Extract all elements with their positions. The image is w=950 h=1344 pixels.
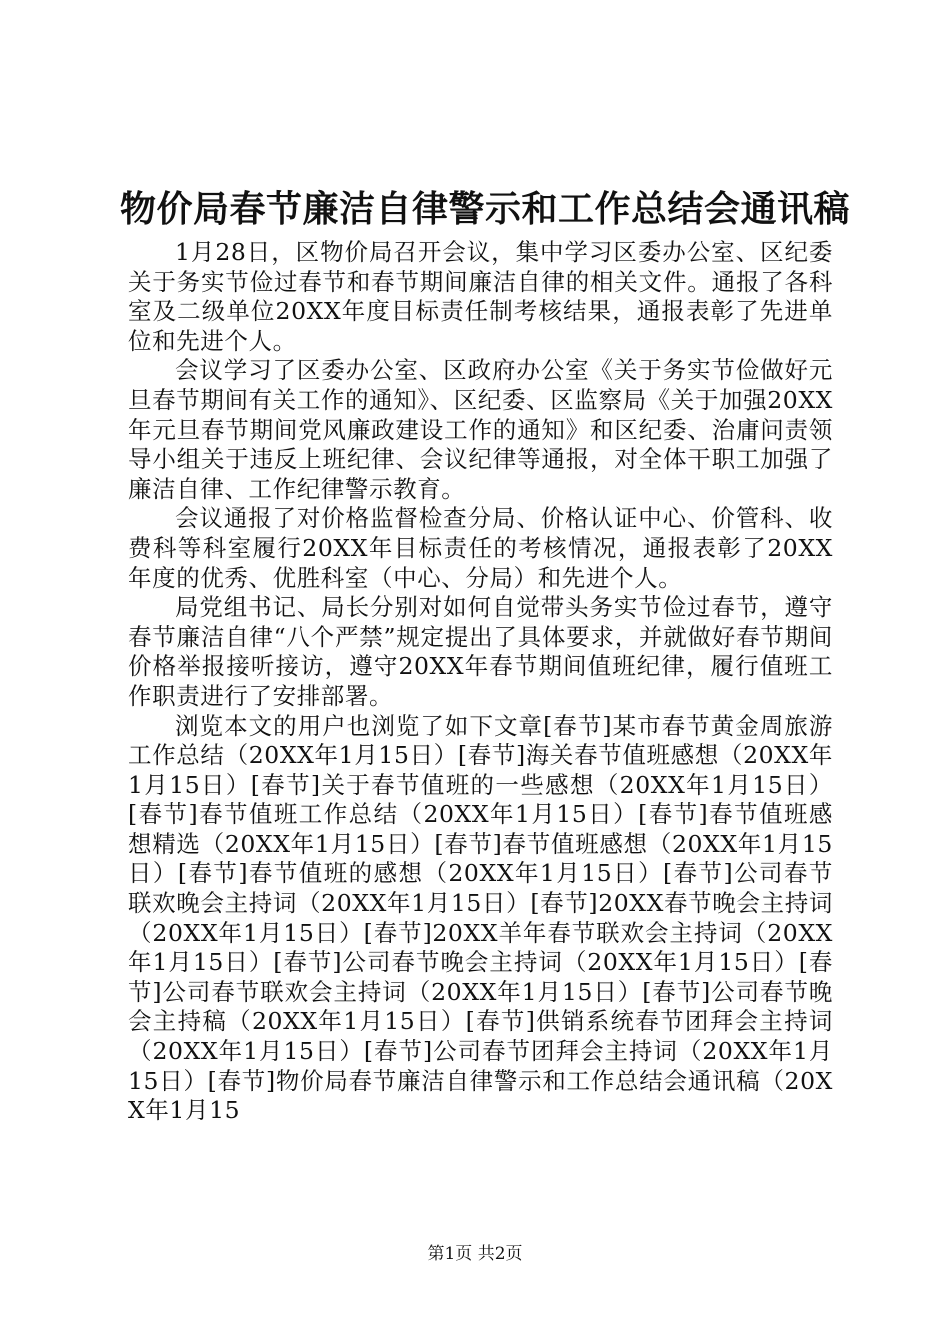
paragraph-study-documents: 会议学习了区委办公室、区政府办公室《关于务实节俭做好元旦春节期间有关工作的通知》、区纪委、区监察局《关于加强20XX年元旦春节期间党风廉政建设工作的通知》和区纪委、治庸问责领导小组关于违反上班纪律、会议纪律等通报，对全体干职工加强了廉洁自律、工作纪律警示教育。 xyxy=(128,356,833,503)
paragraph-assessment-results: 会议通报了对价格监督检查分局、价格认证中心、价管科、收费科等科室履行20XX年目标责任的考核情况，通报表彰了20XX年度的优秀、优胜科室（中心、分局）和先进个人。 xyxy=(128,504,833,592)
paragraph-leadership-requirements: 局党组书记、局长分别对如何自觉带头务实节俭过春节，遵守春节廉洁自律“八个严禁”规定提出了具体要求，并就做好春节期间价格举报接听接访，遵守20XX年春节期间值班纪律，履行值班工作职责进行了安排部署。 xyxy=(128,593,833,710)
paragraph-related-articles: 浏览本文的用户也浏览了如下文章[春节]某市春节黄金周旅游工作总结（20XX年1月15日）[春节]海关春节值班感想（20XX年1月15日）[春节]关于春节值班的一些感想（20XX年1月15日）[春节]春节值班工作总结（20XX年1月15日）[春节]春节值班感想精选（20XX年1月15日）[春节]春节值班感想（20XX年1月15日）[春节]春节值班的感想（20XX年1月15日）[春节]公司春节联欢晚会主持词（20XX年1月15日）[春节]20XX春节晚会主持词（20XX年1月15日）[春节]20XX羊年春节联欢会主持词（20XX年1月15日）[春节]公司春节晚会主持词（20XX年1月15日）[春节]公司春节联欢会主持词（20XX年1月15日）[春节]公司春节晚会主持稿（20XX年1月15日）[春节]供销系统春节团拜会主持词（20XX年1月15日）[春节]公司春节团拜会主持词（20XX年1月15日）[春节]物价局春节廉洁自律警示和工作总结会通讯稿（20XX年1月15 xyxy=(128,711,833,1125)
paragraph-meeting-summary: 1月28日，区物价局召开会议，集中学习区委办公室、区纪委关于务实节俭过春节和春节期间廉洁自律的相关文件。通报了各科室及二级单位20XX年度目标责任制考核结果，通报表彰了先进单位和先进个人。 xyxy=(128,238,833,355)
document-body xyxy=(128,238,833,1126)
page-number-footer: 第1页 共2页 xyxy=(427,1244,523,1264)
document-title: 物价局春节廉洁自律警示和工作总结会通讯稿 xyxy=(120,188,851,230)
